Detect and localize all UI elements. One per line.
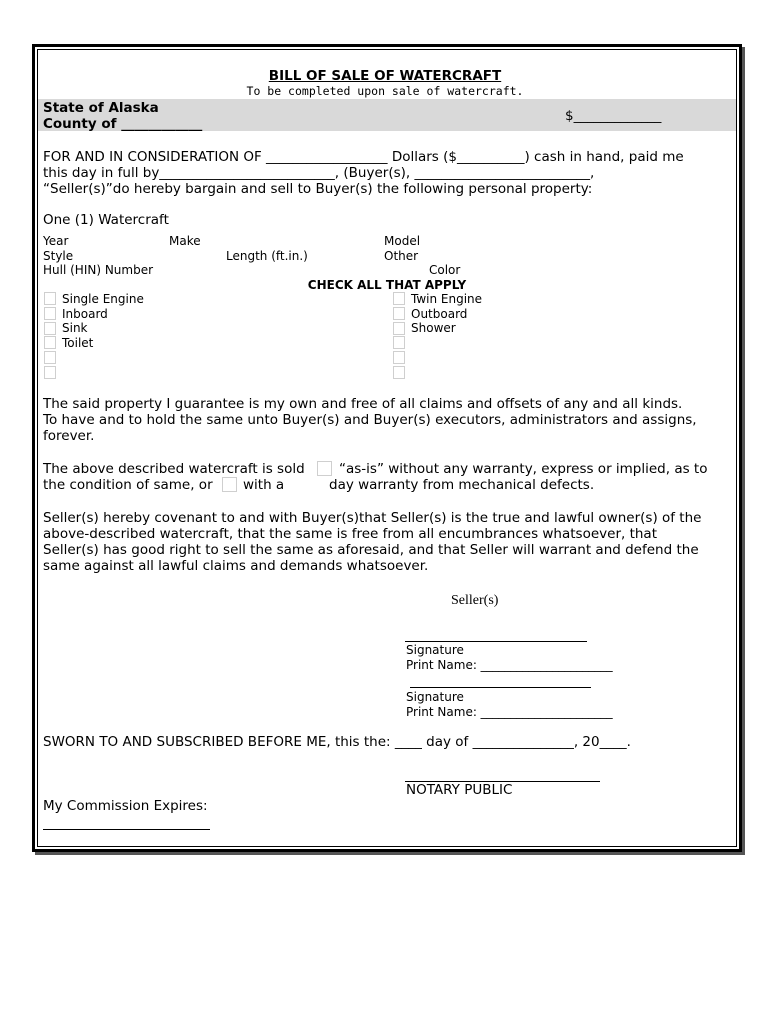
blank-right-checkbox-3[interactable] — [393, 366, 405, 379]
document-title: BILL OF SALE OF WATERCRAFT — [268, 68, 502, 84]
sellers-heading: Seller(s) — [451, 593, 499, 608]
twin-engine-checkbox[interactable] — [393, 292, 405, 305]
covenant-line-2: above-described watercraft, that the same is free from all encumbrances whatsoever, that — [43, 526, 657, 542]
commission-expires-line — [43, 829, 210, 830]
outboard-label: Outboard — [411, 307, 468, 321]
county-field: County of ____________ — [43, 116, 203, 132]
toilet-checkbox[interactable] — [44, 336, 56, 349]
blank-left-checkbox-1[interactable] — [44, 351, 56, 364]
document-subtitle: To be completed upon sale of watercraft. — [246, 84, 524, 98]
hull-number-label: Hull (HIN) Number — [43, 263, 154, 277]
sink-checkbox[interactable] — [44, 322, 56, 335]
amount-field: $_____________ — [565, 108, 662, 124]
single-engine-label: Single Engine — [62, 292, 144, 306]
shower-label: Shower — [411, 321, 456, 335]
length-label: Length (ft.in.) — [226, 249, 308, 263]
inboard-label: Inboard — [62, 307, 108, 321]
print-name-1: Print Name: ______________________ — [406, 658, 613, 672]
guarantee-line-2: To have and to hold the same unto Buyer(s) and Buyer(s) executors, administrators and assigns, — [43, 412, 697, 428]
property-heading: One (1) Watercraft — [43, 212, 169, 228]
covenant-line-3: Seller(s) has good right to sell the same as aforesaid, and that Seller will warrant and defend the — [43, 542, 699, 558]
twin-engine-label: Twin Engine — [411, 292, 483, 306]
state-label: State of Alaska — [43, 100, 159, 116]
check-all-heading: CHECK ALL THAT APPLY — [307, 278, 467, 292]
warranty-text-5: day warranty from mechanical defects. — [329, 477, 595, 493]
signature-label-1: Signature — [406, 643, 464, 657]
shower-checkbox[interactable] — [393, 322, 405, 335]
warranty-checkbox[interactable] — [222, 477, 237, 492]
consideration-line-3: “Seller(s)”do hereby bargain and sell to Buyer(s) the following personal property: — [43, 181, 593, 197]
covenant-line-4: same against all lawful claims and demands whatsoever. — [43, 558, 429, 574]
covenant-line-1: Seller(s) hereby covenant to and with Buyer(s)that Seller(s) is the true and lawful owner(s) of the — [43, 510, 702, 526]
consideration-line-1: FOR AND IN CONSIDERATION OF __________________ Dollars ($__________) cash in hand, paid me — [43, 149, 684, 165]
color-label: Color — [429, 263, 461, 277]
blank-right-checkbox-2[interactable] — [393, 351, 405, 364]
inboard-checkbox[interactable] — [44, 307, 56, 320]
blank-left-checkbox-2[interactable] — [44, 366, 56, 379]
guarantee-line-1: The said property I guarantee is my own and free of all claims and offsets of any and all kinds. — [43, 396, 683, 412]
guarantee-line-3: forever. — [43, 428, 95, 444]
consideration-line-2: this day in full by__________________________, (Buyer(s), __________________________, — [43, 165, 595, 181]
outboard-checkbox[interactable] — [393, 307, 405, 320]
warranty-text-4: with a — [243, 477, 285, 493]
warranty-text-3: the condition of same, or — [43, 477, 213, 493]
year-label: Year — [43, 234, 69, 248]
seller-signature-line-2 — [410, 687, 591, 688]
seller-signature-line-1 — [405, 641, 587, 642]
warranty-text-2: “as-is” without any warranty, express or implied, as to — [339, 461, 708, 477]
commission-expires-label: My Commission Expires: — [43, 798, 208, 814]
single-engine-checkbox[interactable] — [44, 292, 56, 305]
other-label: Other — [384, 249, 419, 263]
model-label: Model — [384, 234, 421, 248]
make-label: Make — [169, 234, 201, 248]
sink-label: Sink — [62, 321, 88, 335]
print-name-2: Print Name: ______________________ — [406, 705, 613, 719]
blank-right-checkbox-1[interactable] — [393, 336, 405, 349]
toilet-label: Toilet — [62, 336, 94, 350]
signature-label-2: Signature — [406, 690, 464, 704]
as-is-checkbox[interactable] — [317, 461, 332, 476]
sworn-statement: SWORN TO AND SUBSCRIBED BEFORE ME, this the: ____ day of _______________, 20____. — [43, 734, 631, 750]
style-label: Style — [43, 249, 74, 263]
warranty-text-1: The above described watercraft is sold — [43, 461, 305, 477]
notary-public-label: NOTARY PUBLIC — [406, 782, 513, 798]
